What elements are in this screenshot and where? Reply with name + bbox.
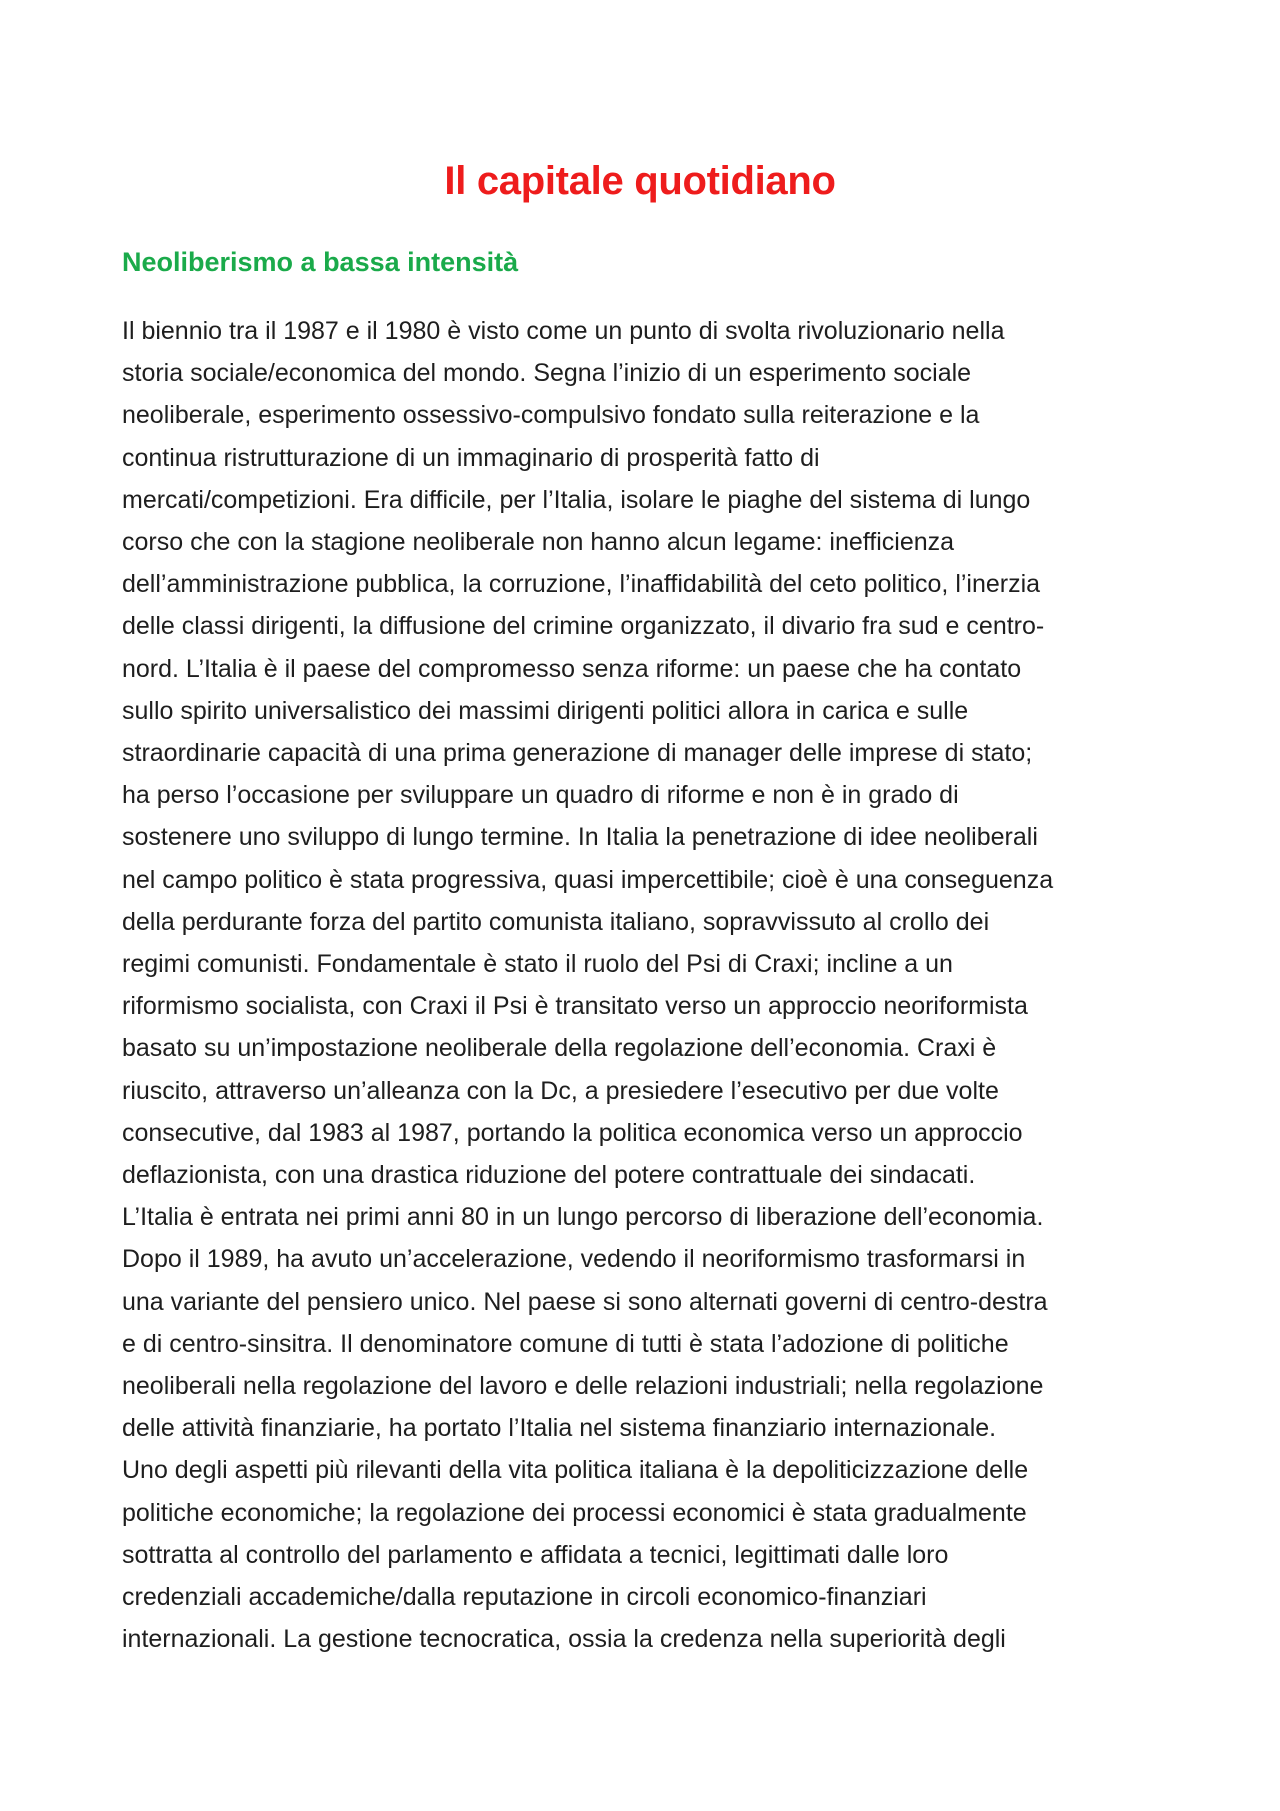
text-line: sottratta al controllo del parlamento e affidata a tecnici, legittimati dalle loro (122, 1540, 949, 1569)
document-title: Il capitale quotidiano (444, 159, 836, 203)
section-heading: Neoliberismo a bassa intensità (122, 247, 519, 277)
text-line: riuscito, attraverso un’alleanza con la Dc, a presiedere l’esecutivo per due volte (122, 1076, 999, 1105)
text-line: neoliberali nella regolazione del lavoro e delle relazioni industriali; nella regolazione (122, 1372, 1044, 1401)
text-line: regimi comunisti. Fondamentale è stato il ruolo del Psi di Craxi; incline a un (122, 950, 953, 979)
text-line: nel campo politico è stata progressiva, quasi impercettibile; cioè è una conseguenza (122, 865, 1054, 894)
text-line: storia sociale/economica del mondo. Segna l’inizio di un esperimento sociale (122, 359, 972, 388)
text-line: della perdurante forza del partito comunista italiano, sopravvissuto al crollo dei (122, 907, 990, 936)
text-line: continua ristrutturazione di un immaginario di prosperità fatto di (122, 443, 820, 472)
text-line: corso che con la stagione neoliberale non hanno alcun legame: inefficienza (122, 528, 955, 557)
text-line: delle classi dirigenti, la diffusione del crimine organizzato, il divario fra sud e centro- (122, 612, 1045, 641)
text-line: nord. L’Italia è il paese del compromesso senza riforme: un paese che ha contato (122, 654, 1022, 683)
text-line: una variante del pensiero unico. Nel paese si sono alternati governi di centro-destra (122, 1287, 1048, 1316)
text-line: sullo spirito universalistico dei massimi dirigenti politici allora in carica e sulle (122, 696, 969, 725)
text-line: consecutive, dal 1983 al 1987, portando la politica economica verso un approccio (122, 1118, 1023, 1147)
text-line: dell’amministrazione pubblica, la corruzione, l’inaffidabilità del ceto politico, l’inerzia (122, 570, 1041, 599)
text-line: credenziali accademiche/dalla reputazione in circoli economico-finanziari (122, 1583, 927, 1612)
text-line: Uno degli aspetti più rilevanti della vita politica italiana è la depoliticizzazione delle (122, 1456, 1029, 1485)
body-paragraph (122, 310, 1172, 1661)
text-line: straordinarie capacità di una prima generazione di manager delle imprese di stato; (122, 739, 1033, 768)
text-line: Il biennio tra il 1987 e il 1980 è visto come un punto di svolta rivoluzionario nella (122, 317, 1005, 345)
text-line: delle attività finanziarie, ha portato l’Italia nel sistema finanziario internazionale. (122, 1414, 997, 1443)
text-line: e di centro-sinsitra. Il denominatore comune di tutti è stata l’adozione di politiche (122, 1329, 1009, 1358)
text-line: mercati/competizioni. Era difficile, per l’Italia, isolare le piaghe del sistema di lungo (122, 485, 1031, 514)
text-line: deflazionista, con una drastica riduzione del potere contrattuale dei sindacati. (122, 1161, 976, 1190)
text-line: sostenere uno sviluppo di lungo termine. In Italia la penetrazione di idee neoliberali (122, 823, 1038, 852)
text-line: neoliberale, esperimento ossessivo-compulsivo fondato sulla reiterazione e la (122, 401, 980, 430)
text-line: basato su un’impostazione neoliberale della regolazione dell’economia. Craxi è (122, 1034, 997, 1063)
text-line: internazionali. La gestione tecnocratica, ossia la credenza nella superiorità degli (122, 1625, 1006, 1654)
text-line: ha perso l’occasione per sviluppare un quadro di riforme e non è in grado di (122, 781, 959, 810)
text-line: Dopo il 1989, ha avuto un’accelerazione, vedendo il neoriformismo trasformarsi in (122, 1245, 1026, 1274)
text-line: politiche economiche; la regolazione dei processi economici è stata gradualmente (122, 1498, 1027, 1527)
text-line: L’Italia è entrata nei primi anni 80 in un lungo percorso di liberazione dell’economia. (122, 1203, 1044, 1232)
text-line: riformismo socialista, con Craxi il Psi è transitato verso un approccio neoriformista (122, 992, 1028, 1021)
